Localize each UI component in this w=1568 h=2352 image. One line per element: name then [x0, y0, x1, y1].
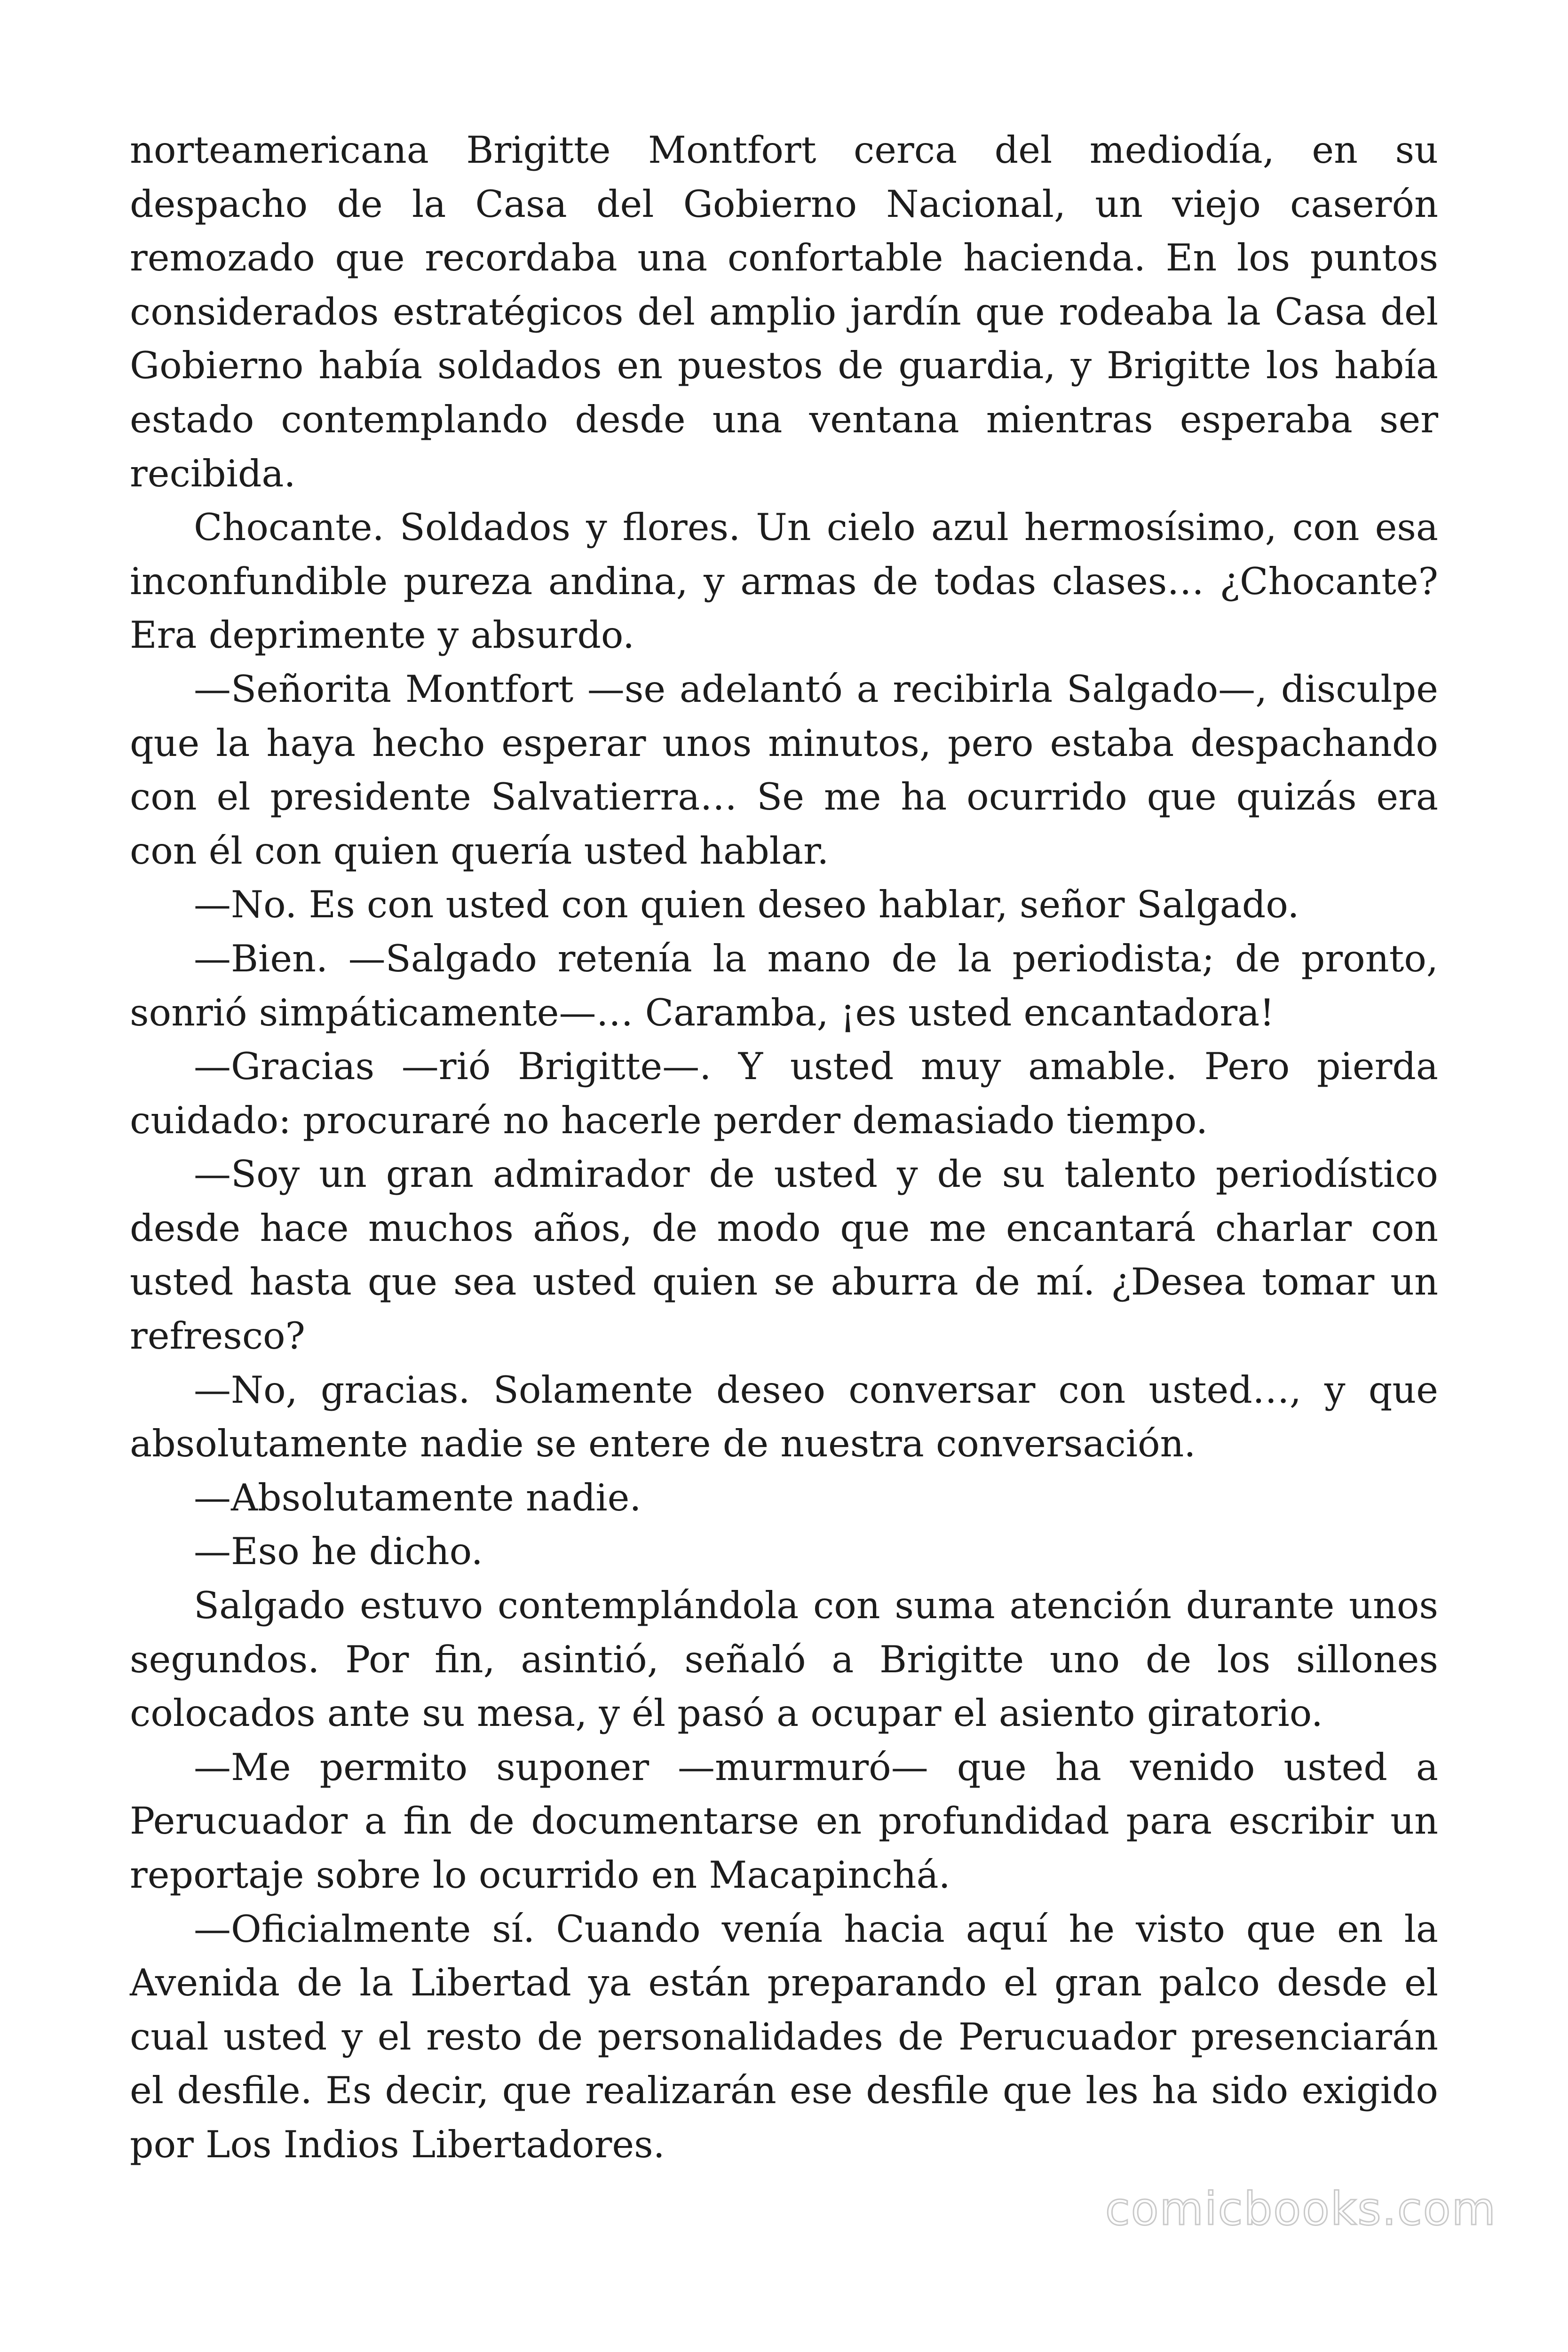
paragraph: —No. Es con usted con quien deseo hablar, señor Salgado.	[194, 883, 1299, 927]
paragraph: Salgado estuvo contemplándola con suma atención durante unos segundos. Por fin, asintió, señaló a Brigitte uno de los sillones colocados ante su mesa, y él pasó a ocupar el asiento giratorio.	[130, 1584, 1438, 1735]
paragraph: —Señorita Montfort —se adelantó a recibirla Salgado—, disculpe que la haya hecho esperar unos minutos, pero estaba despachando con el presidente Salvatierra… Se me ha ocurrido que quizás era con él con quien quería usted hablar.	[130, 667, 1438, 873]
page-body	[130, 123, 1438, 2172]
paragraph: —Me permito suponer —murmuró— que ha venido usted a Perucuador a fin de documentarse en profundidad para escribir un reportaje sobre lo ocurrido en Macapinchá.	[130, 1745, 1438, 1897]
watermark: comicbooks.com	[1105, 2183, 1497, 2235]
paragraph: —Oficialmente sí. Cuando venía hacia aquí he visto que en la Avenida de la Libertad ya están preparando el gran palco desde el cual usted y el resto de personalidades de Perucuador presenciarán el desfile. Es decir, que realizarán ese desfile que les ha sido exigido por Los Indios Libertadores.	[130, 1907, 1438, 2166]
paragraph: Chocante. Soldados y flores. Un cielo azul hermosísimo, con esa inconfundible pureza andina, y armas de todas clases… ¿Chocante? Era deprimente y absurdo.	[130, 506, 1438, 657]
paragraph: —No, gracias. Solamente deseo conversar con usted…, y que absolutamente nadie se entere de nuestra conversación.	[130, 1368, 1438, 1466]
paragraph: —Absolutamente nadie.	[194, 1476, 641, 1519]
paragraph: —Gracias —rió Brigitte—. Y usted muy amable. Pero pierda cuidado: procuraré no hacerle perder demasiado tiempo.	[130, 1045, 1438, 1142]
paragraph: —Bien. —Salgado retenía la mano de la periodista; de pronto, sonrió simpáticamente—… Caramba, ¡es usted encantadora!	[130, 937, 1438, 1034]
paragraph: —Eso he dicho.	[194, 1530, 483, 1573]
paragraph: —Soy un gran admirador de usted y de su talento periodístico desde hace muchos años, de modo que me encantará charlar con usted hasta que sea usted quien se aburra de mí. ¿Desea tomar un refresco?	[130, 1152, 1438, 1358]
paragraph: norteamericana Brigitte Montfort cerca del mediodía, en su despacho de la Casa del Gobierno Nacional, un viejo caserón remozado que recordaba una confortable hacienda. En los puntos considerados estratégicos del amplio jardín que rodeaba la Casa del Gobierno había soldados en puestos de guardia, y Brigitte los había estado contemplando desde una ventana mientras esperaba ser recibida.	[130, 128, 1438, 495]
